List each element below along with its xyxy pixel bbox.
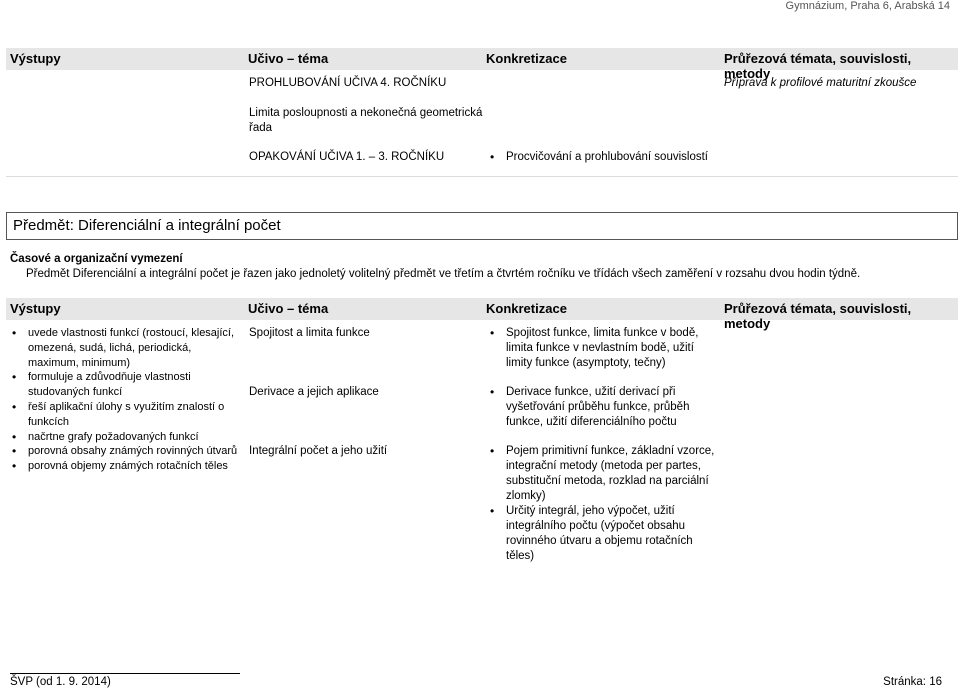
list-item: • Derivace funkce, užití derivací při vyšetřování průběhu funkce, průběh funkce, užití diferenciálního počtu (494, 385, 724, 430)
konkretizace-list-3 (494, 444, 724, 564)
list-item: • Procvičování a prohlubování souvislostí (494, 150, 708, 165)
top-ucivo-2: Limita posloupnosti a nekonečná geometrická (249, 107, 483, 119)
table-header-main (6, 298, 958, 331)
school-header: Gymnázium, Praha 6, Arabská 14 (785, 0, 950, 12)
vystupy-list (16, 326, 242, 474)
footer-left: ŠVP (od 1. 9. 2014) (10, 676, 111, 688)
list-item: • řeší aplikační úlohy s využitím znalostí o funkcích (16, 400, 242, 430)
col-konkretizace: Konkretizace (486, 51, 567, 66)
top-prurezova: Příprava k profilové maturitní zkoušce (724, 77, 917, 89)
subject-title-box (6, 212, 958, 240)
col-ucivo: Učivo – téma (248, 301, 329, 316)
col-vystupy: Výstupy (10, 301, 61, 316)
col-ucivo: Učivo – téma (248, 51, 329, 66)
table-header-top (6, 48, 958, 81)
top-konkretizace-list (494, 150, 708, 165)
konkretizace-list-1 (494, 326, 724, 371)
top-ucivo-4: OPAKOVÁNÍ UČIVA 1. – 3. ROČNÍKU (249, 151, 445, 163)
ucivo-item-1: Spojitost a limita funkce (249, 327, 370, 339)
list-item: • formuluje a zdůvodňuje vlastnosti studovaných funkcí (16, 370, 242, 400)
list-item: • porovná objemy známých rotačních těles (16, 459, 242, 474)
col-vystupy: Výstupy (10, 51, 61, 66)
casove-text: Předmět Diferenciální a integrální počet je řazen jako jednoletý volitelný předmět ve třetím a čtvrtém ročníku ve třídách všech zaměření v rozsahu dvou hodin týdně. (26, 268, 861, 280)
list-item: • Spojitost funkce, limita funkce v bodě, limita funkce v nevlastním bodě, užití limity funkce (asymptoty, tečny) (494, 326, 724, 371)
ucivo-item-3: Integrální počet a jeho užití (249, 445, 388, 457)
list-item: • načrtne grafy požadovaných funkcí (16, 430, 242, 445)
footer-divider (10, 673, 240, 674)
casove-title: Časové a organizační vymezení (10, 253, 183, 265)
top-ucivo-3: řada (249, 122, 273, 134)
konkretizace-list-2 (494, 385, 724, 430)
list-item: • porovná obsahy známých rovinných útvarů (16, 444, 242, 459)
col-prurezova: Průřezová témata, souvislosti, metody (724, 51, 912, 81)
ucivo-item-2: Derivace a jejich aplikace (249, 386, 379, 398)
footer-page-number: Stránka: 16 (883, 676, 942, 688)
list-item: • Pojem primitivní funkce, základní vzorce, integrační metody (metoda per partes, substituční metoda, rozklad na parciální zlomky) (494, 444, 724, 504)
col-konkretizace: Konkretizace (486, 301, 567, 316)
subject-title: Předmět: Diferenciální a integrální počet (13, 217, 281, 234)
top-ucivo-1: PROHLUBOVÁNÍ UČIVA 4. ROČNÍKU (249, 77, 447, 89)
list-item: • uvede vlastnosti funkcí (rostoucí, klesající, omezená, sudá, lichá, periodická, maximum, minimum) (16, 326, 242, 370)
col-prurezova: Průřezová témata, souvislosti, metody (724, 301, 912, 331)
list-item: • Určitý integrál, jeho výpočet, užití integrálního počtu (výpočet obsahu rovinného útvaru a objemu rotačních těles) (494, 504, 724, 564)
